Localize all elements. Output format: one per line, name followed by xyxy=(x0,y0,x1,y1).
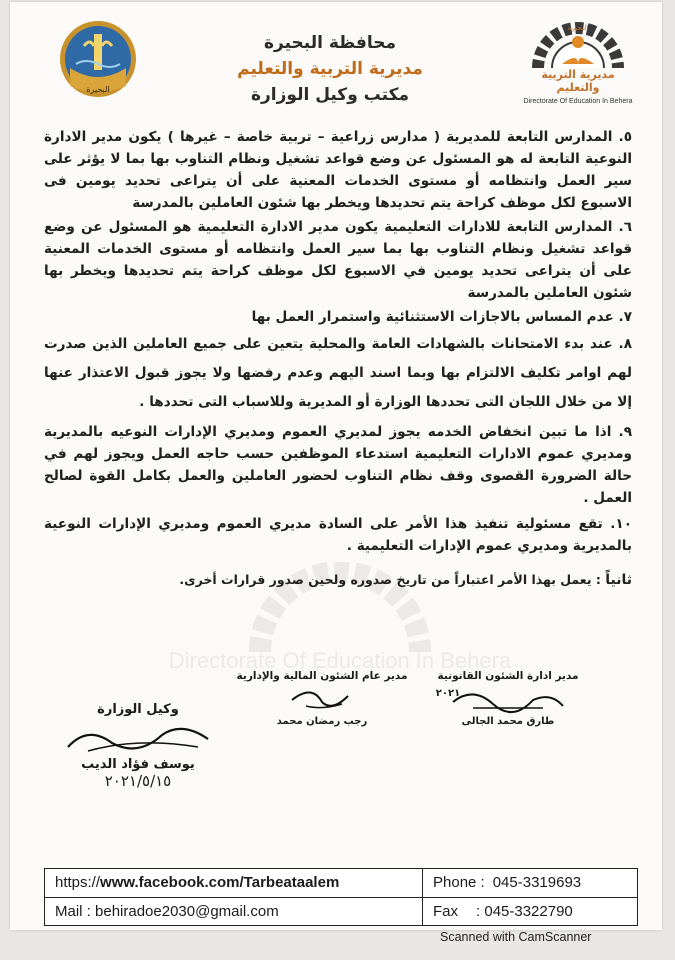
letterhead xyxy=(10,2,662,120)
list-item xyxy=(44,330,632,417)
fax-label: Fax xyxy=(433,902,459,920)
footer-online-contacts xyxy=(45,869,423,925)
item-number: ٨. xyxy=(618,336,633,352)
directorate-title: مديرية التربية والتعليم xyxy=(237,59,423,79)
url-prefix: https:// xyxy=(55,874,101,892)
finance-name: رجب رمضان محمد xyxy=(276,716,368,727)
list-item xyxy=(44,126,632,214)
item-number: ٧. xyxy=(618,309,632,325)
legal-name: طارق محمد الجالى xyxy=(461,716,555,727)
list-item xyxy=(44,216,632,304)
signature-finance xyxy=(232,670,412,727)
item-text: المدارس التابعة للمديرية ( مدارس زراعية – تربية خاصة – غيرها ) يكون مدير الادارة النوعية التابعة له هو المسئول عن وضع قواعد تشغيل ونظام التناوب بها بما لا يؤثر على سير العمل وانتظامه أو مستوى الخدمات المعنية على أن يتراعى تحديد يومين فى الاسبوع لكل موظف كراحة يتم تحديدها ويخطر بها شئون العاملين بالمدرسة xyxy=(44,129,632,211)
signatures xyxy=(10,662,662,792)
logo-left-label: البحيرة xyxy=(86,85,110,94)
mail-address[interactable]: behiradoe2030@gmail.com xyxy=(95,902,279,920)
scanner-watermark: Scanned with CamScanner xyxy=(440,930,592,944)
mail-label: Mail : xyxy=(55,902,96,920)
legal-date: ٢٠٢١ xyxy=(435,688,461,699)
signature-deputy xyxy=(48,702,228,790)
item-text: المدارس التابعة للادارات التعليمية يكون مدير الادارة التعليمية هو المسئول عن وضع قواعد تشغيل ونظام التناوب بها بما سير العمل وانتظامه أو مستوى الخدمات المعنية على أن يتراعى تحديد يومين في الاسبوع لكل موظف كراحة يتم تحديدها ويخطر بها شئون العاملين بالمدرسة xyxy=(44,219,632,301)
directorate-logo xyxy=(522,18,634,108)
behera-governorate-logo xyxy=(56,16,140,102)
watermark-text: Directorate Of Education In Behera xyxy=(168,648,512,673)
logo-right-english: Directorate Of Education In Behera xyxy=(523,98,633,105)
deputy-title: وكيل الوزارة xyxy=(97,702,179,717)
deputy-name: يوسف فؤاد الديب xyxy=(81,757,195,772)
office-title: مكتب وكيل الوزارة xyxy=(250,85,410,105)
logo-right-arabic: مديرية التربية والتعليم xyxy=(541,68,615,94)
governorate-title: محافظة البحيرة xyxy=(263,33,397,53)
item-number: ٦. xyxy=(618,219,632,235)
phone-number: 045-3319693 xyxy=(492,874,582,892)
phone-label: Phone : xyxy=(433,874,485,892)
logo-right-top: البحيرة xyxy=(567,24,589,32)
second-clause xyxy=(44,569,632,591)
finance-title: مدير عام الشئون المالية والإدارية xyxy=(236,670,408,682)
footer-phone-contacts xyxy=(423,869,637,925)
deputy-date: ٢٠٢١/٥/١٥ xyxy=(104,772,172,790)
second-label: ثانياً xyxy=(605,572,632,588)
letter-body xyxy=(44,126,632,591)
contact-footer xyxy=(44,868,638,926)
fax-number: : 045-3322790 xyxy=(476,902,573,920)
item-text: عند بدء الامتحانات بالشهادات العامة والمحلية يتعين على جميع العاملين الذين صدرت لهم اوامر تكليف الالتزام بها وبما اسند اليهم وعدم رفضها ولا يجوز قبول الاعتذار عنها إلا من خلال اللجان التى تحددها الوزارة أو المديرية وللاسباب التى تحددها . xyxy=(44,336,632,410)
item-text: عدم المساس بالاجازات الاستثنائية واستمرار العمل بها xyxy=(251,309,614,325)
deputy-signature-scribble xyxy=(58,717,218,757)
finance-signature-scribble xyxy=(252,682,392,716)
item-text: اذا ما تبين انخفاض الخدمه يجوز لمديري العموم ومديري الإدارات النوعيه بالمديرية ومديري عموم الادارات التعليمية استدعاء الموظفين حسب حاجه العمل ويجوز لهم في حالة الضرورة القصوى وقف نظام التناوب لحضور العاملين والعمل بكامل القوة لصالح العمل . xyxy=(44,424,632,506)
facebook-url[interactable]: www.facebook.com/Tarbeataalem xyxy=(100,874,340,892)
legal-title: مدير ادارة الشئون القانونية xyxy=(437,670,579,682)
footer-fax-row xyxy=(423,897,637,926)
footer-phone-row xyxy=(423,869,637,897)
document-page xyxy=(10,2,662,930)
item-text: تقع مسئولية تنفيذ هذا الأمر على السادة مديري العموم ومديري الإدارات النوعية بالمديرية ومديري عموم الإدارات التعليمية . xyxy=(44,516,632,554)
footer-url-row xyxy=(45,869,422,897)
list-item xyxy=(44,306,632,328)
footer-mail-row xyxy=(45,897,422,926)
item-number: ١٠. xyxy=(610,516,632,532)
item-number: ٥. xyxy=(618,129,632,145)
second-text: : يعمل بهذا الأمر اعتباراً من تاريخ صدوره ولحين صدور قرارات أخرى. xyxy=(179,572,601,587)
list-item xyxy=(44,421,632,509)
letterhead-titles xyxy=(210,30,450,108)
list-item xyxy=(44,513,632,557)
item-number: ٩. xyxy=(618,424,632,440)
